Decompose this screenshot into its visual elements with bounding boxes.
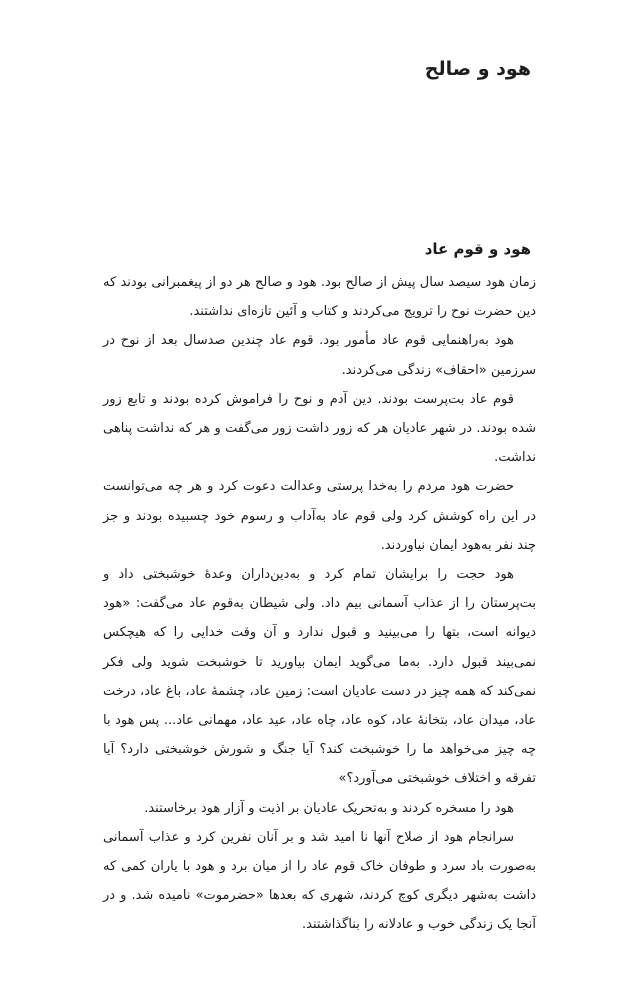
paragraph: حضرت هود مردم را به‌خدا پرستی وعدالت دعوت کرد و هر چه می‌توانست در این راه کوشش کرد ولی قوم عاد به‌آداب و رسوم خود چسبیده بودند و جز چند نفر به‌هود ایمان نیاوردند. [103, 479, 536, 553]
body-text [103, 268, 536, 940]
section-heading: هود و قوم عاد [424, 240, 531, 258]
paragraph: قوم عاد بت‌پرست بودند. دین آدم و نوح را فراموش کرده بودند و تابع زور شده بودند. در شهر عادیان هر که زور داشت زور می‌گفت و هر که نداشت پناهی نداشت. [103, 391, 536, 466]
paragraph: هود حجت را برایشان تمام کرد و به‌دین‌داران وعدهٔ خوشبختی داد و بت‌پرستان را از عذاب آسمانی بیم داد. ولی شیطان به‌قوم عاد می‌گفت: «هود دیوانه است، بتها را می‌بینید و قبول ندارد و آن وقت خدایی را که هیچکس نمی‌بیند قبول دارد. به‌ما می‌گوید ایمان بیاورید تا خوشبخت شوید ولی فکر نمی‌کند که همه چیز در دست عادیان است: زمین عاد، چشمهٔ عاد، باغ عاد، درخت عاد، میدان عاد، بتخانهٔ عاد، کوه عاد، چاه عاد، عید عاد، مهمانی عاد... پس هود با چه چیز می‌خواهد ما را خوشبخت کند؟ آیا جنگ و شورش خوشبختی دارد؟ آیا تفرقه و اختلاف خوشبختی می‌آورد؟» [103, 567, 536, 787]
paragraph: هود را مسخره کردند و به‌تحریک عادیان بر اذیت و آزار هود برخاستند. [144, 800, 514, 816]
chapter-title: هود و صالح [424, 58, 531, 80]
paragraph: هود به‌راهنمایی قوم عاد مأمور بود. قوم عاد چندین صدسال بعد از نوح در سرزمین «احقاف» زندگی می‌کردند. [103, 333, 536, 378]
paragraph: زمان هود سیصد سال پیش از صالح بود. هود و صالح هر دو از پیغمبرانی بودند که دین حضرت نوح را ترویج می‌کردند و کتاب و آئین تازه‌ای نداشتند. [103, 275, 536, 320]
paragraph: سرانجام هود از صلاح آنها نا امید شد و بر آنان نفرین کرد و عذاب آسمانی به‌صورت باد سرد و طوفان خاک قوم عاد را از میان برد و هود با یاران کمی که داشت به‌شهر دیگری کوچ کردند، شهری که بعدها «حضرموت» نامیده شد. و در آنجا یک زندگی خوب و عادلانه را بناگذاشتند. [103, 829, 536, 933]
